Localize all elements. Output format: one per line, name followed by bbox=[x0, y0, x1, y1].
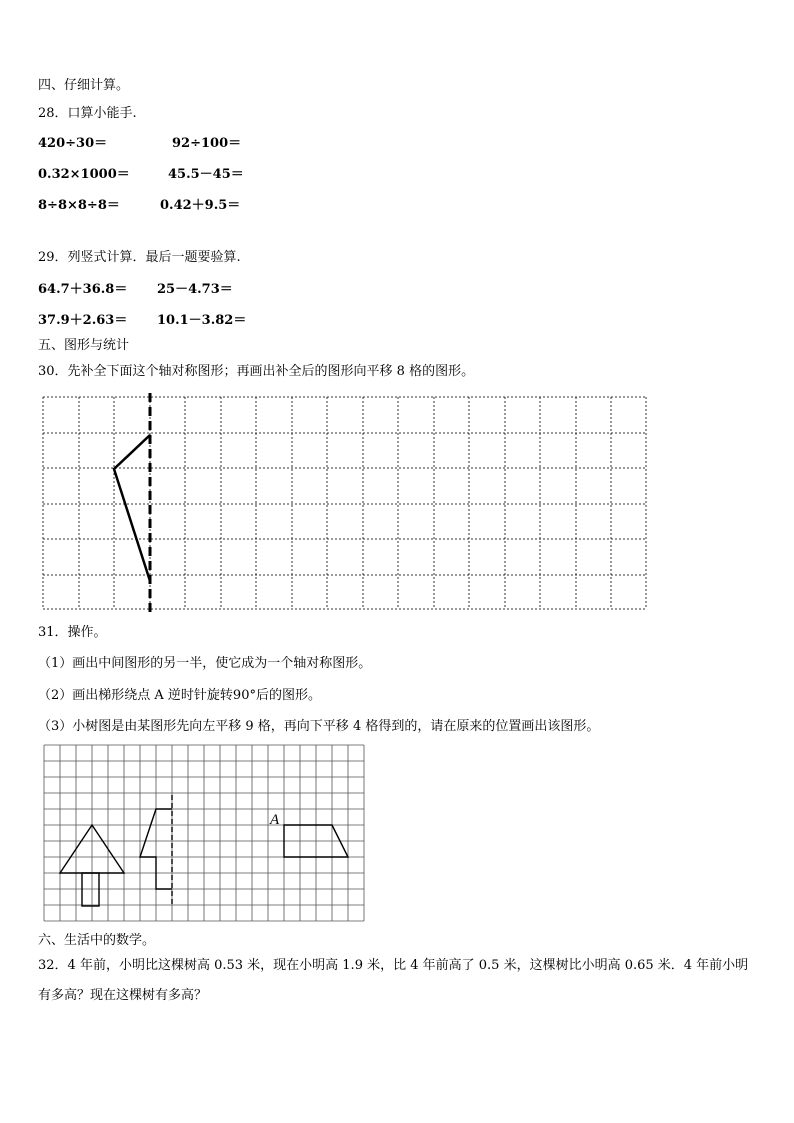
q31-grid-figure bbox=[42, 743, 366, 923]
q32-line-2: 有多高？现在这棵树有多高？ bbox=[38, 988, 208, 1003]
q29-item-4: 10.1－3.82＝ bbox=[157, 313, 247, 328]
tree-trunk bbox=[82, 873, 99, 906]
q30-grid-figure bbox=[40, 395, 650, 611]
q28-item-2: 92÷100＝ bbox=[172, 136, 242, 151]
q28-item-6: 0.42＋9.5＝ bbox=[160, 198, 241, 213]
q29-item-3: 37.9＋2.63＝ bbox=[38, 313, 128, 328]
q28-item-3: 0.32×1000＝ bbox=[38, 167, 130, 182]
q31-step-1: （1）画出中间图形的另一半，使它成为一个轴对称图形。 bbox=[38, 656, 372, 671]
section5-title: 五、图形与统计 bbox=[38, 338, 130, 353]
q28-label: 28．口算小能手. bbox=[38, 106, 137, 121]
q32-line-1: 32．4 年前，小明比这棵树高 0.53 米，现在小明高 1.9 米，比 4 年前高了 0.5 米，这棵树比小明高 0.65 米．4 年前小明 bbox=[38, 958, 749, 973]
point-a-label: A bbox=[270, 812, 280, 828]
q31-label: 31．操作。 bbox=[38, 625, 107, 640]
q31-step-3: （3）小树图是由某图形先向左平移 9 格，再向下平移 4 格得到的，请在原来的位置画出该图形。 bbox=[38, 719, 600, 734]
q31-grid bbox=[44, 745, 364, 921]
q28-item-1: 420÷30＝ bbox=[38, 136, 108, 151]
section4-title: 四、仔细计算。 bbox=[38, 78, 130, 93]
q31-step-2: （2）画出梯形绕点 A 逆时针旋转90°后的图形。 bbox=[38, 688, 321, 703]
section6-title: 六、生活中的数学。 bbox=[38, 933, 156, 948]
q28-item-5: 8÷8×8÷8＝ bbox=[38, 198, 120, 213]
q29-item-1: 64.7＋36.8＝ bbox=[38, 282, 128, 297]
q29-label: 29．列竖式计算．最后一题要验算. bbox=[38, 250, 241, 265]
q30-grid bbox=[43, 397, 646, 609]
q28-item-4: 45.5－45＝ bbox=[168, 167, 244, 182]
q29-item-2: 25－4.73＝ bbox=[157, 282, 233, 297]
half-figure bbox=[114, 435, 150, 581]
q30-label: 30．先补全下面这个轴对称图形；再画出补全后的图形向平移 8 格的图形。 bbox=[38, 364, 475, 379]
